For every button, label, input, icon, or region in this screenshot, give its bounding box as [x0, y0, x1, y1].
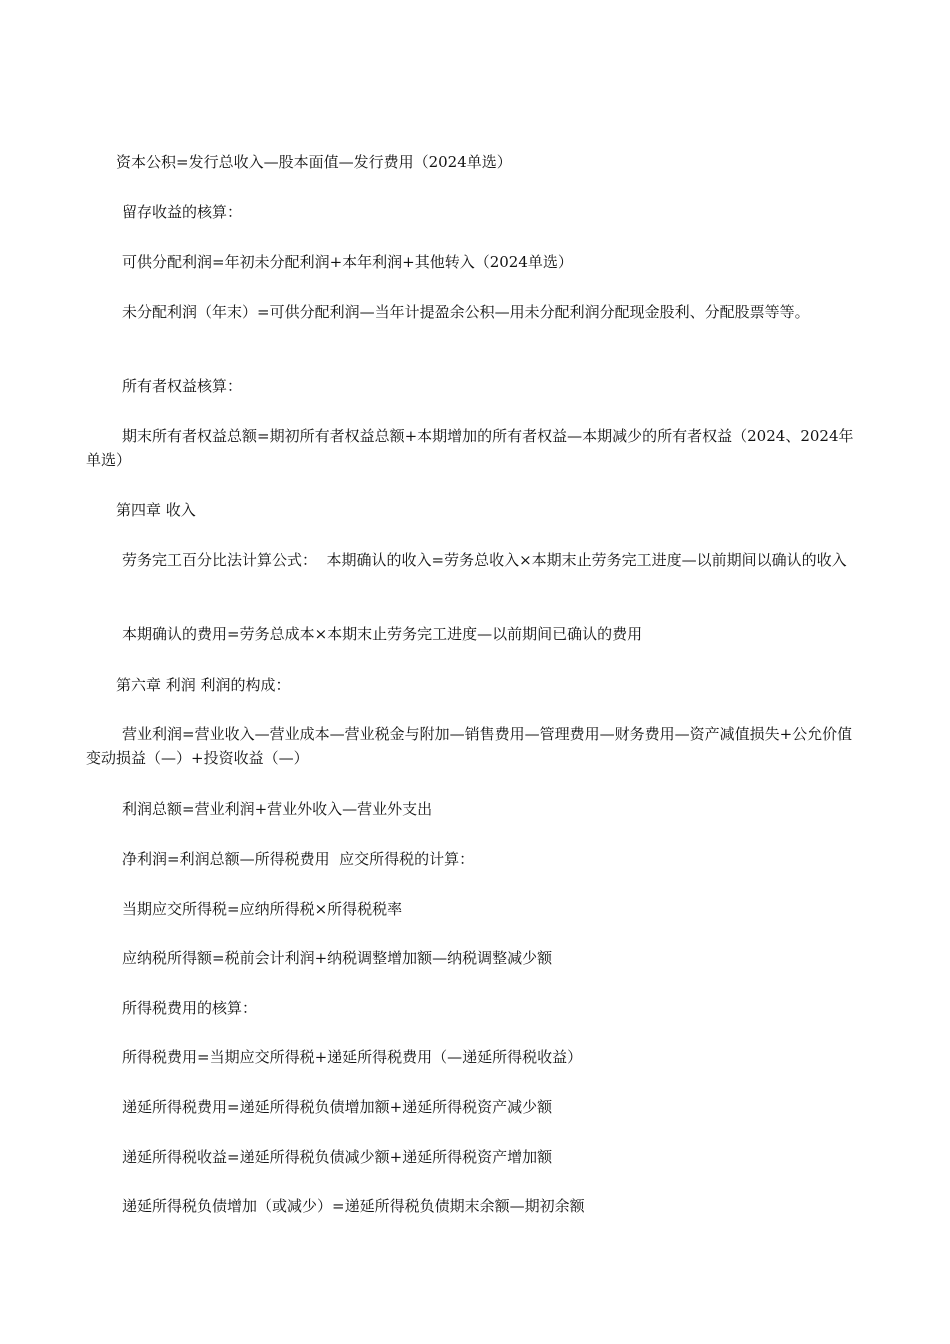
paragraph-current-income-tax: 当期应交所得税=应纳所得税×所得税税率 [122, 900, 403, 918]
chapter-four-heading: 第四章 收入 [116, 501, 196, 519]
paragraph-deferred-tax-benefit: 递延所得税收益=递延所得税负债减少额+递延所得税资产增加额 [122, 1148, 553, 1166]
paragraph-operating-profit: 营业利润=营业收入—营业成本—营业税金与附加—销售费用—管理费用—财务费用—资产减值损失+公允价值变动损益（—）+投资收益（—） [86, 725, 853, 767]
paragraph-labor-cost: 本期确认的费用=劳务总成本×本期末止劳务完工进度—以前期间已确认的费用 [122, 625, 643, 643]
paragraph-owners-equity-heading: 所有者权益核算： [122, 377, 243, 395]
paragraph-undistributed-profit: 未分配利润（年末）=可供分配利润—当年计提盈余公积—用未分配利润分配现金股利、分配股票等等。 [122, 303, 810, 321]
paragraph-capital-reserve: 资本公积=发行总收入—股本面值—发行费用（2024单选） [116, 153, 512, 171]
paragraph-taxable-income: 应纳税所得额=税前会计利润+纳税调整增加额—纳税调整减少额 [122, 949, 553, 967]
paragraph-income-tax-expense-heading: 所得税费用的核算： [122, 999, 258, 1017]
chapter-six-heading: 第六章 利润 利润的构成： [116, 676, 291, 694]
paragraph-deferred-tax-expense: 递延所得税费用=递延所得税负债增加额+递延所得税资产减少额 [122, 1098, 553, 1116]
paragraph-distributable-profit: 可供分配利润=年初未分配利润+本年利润+其他转入（2024单选） [122, 253, 573, 271]
paragraph-retained-earnings-heading: 留存收益的核算： [122, 203, 243, 221]
paragraph-income-tax-expense: 所得税费用=当期应交所得税+递延所得税费用（—递延所得税收益） [122, 1048, 583, 1066]
paragraph-net-profit: 净利润=利润总额—所得税费用 应交所得税的计算： [122, 850, 475, 868]
paragraph-ending-owners-equity: 期末所有者权益总额=期初所有者权益总额+本期增加的所有者权益—本期减少的所有者权益（2024、2024年单选） [86, 427, 854, 469]
paragraph-total-profit: 利润总额=营业利润+营业外收入—营业外支出 [122, 800, 433, 818]
paragraph-labor-revenue: 劳务完工百分比法计算公式： 本期确认的收入=劳务总收入×本期末止劳务完工进度—以前期间以确认的收入 [122, 551, 847, 569]
paragraph-deferred-tax-liability-change: 递延所得税负债增加（或减少）=递延所得税负债期末余额—期初余额 [122, 1197, 585, 1215]
